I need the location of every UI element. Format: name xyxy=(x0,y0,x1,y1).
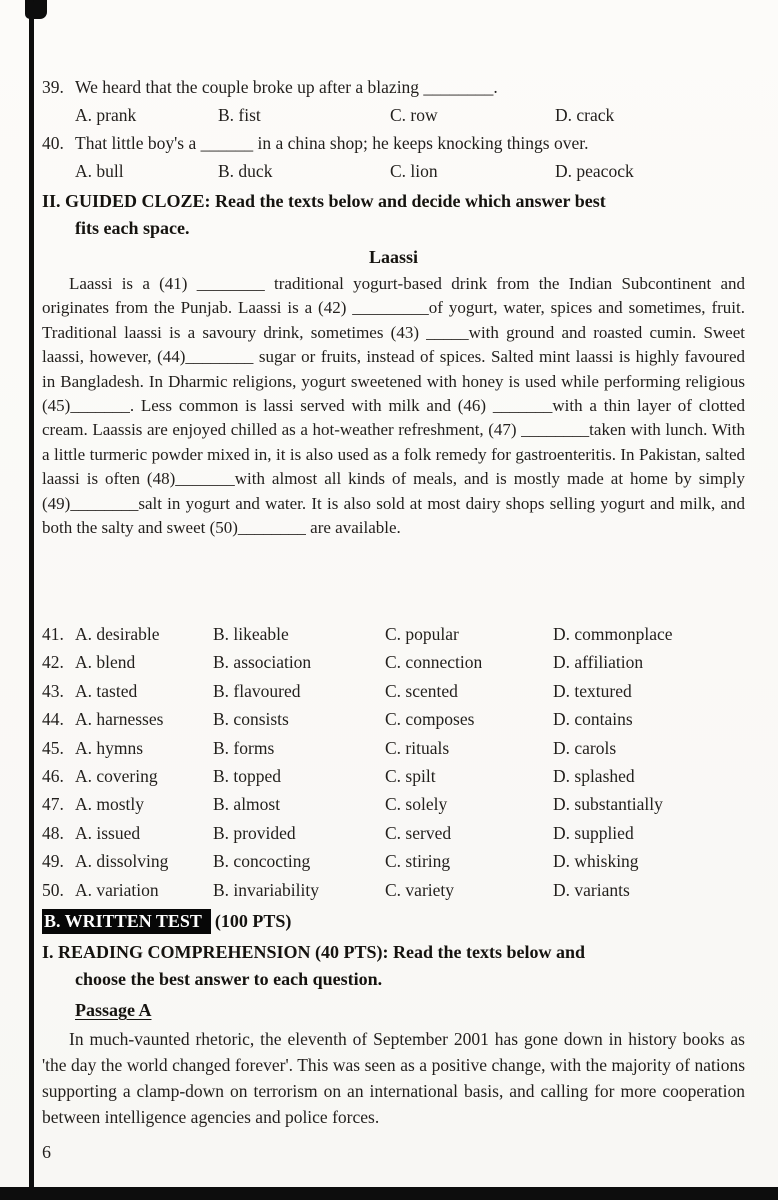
cloze-option-d: D. supplied xyxy=(553,822,634,843)
cloze-option-a: A. blend xyxy=(75,652,136,673)
cloze-option-d: D. splashed xyxy=(553,766,635,787)
question-40-option-a: A. bull xyxy=(75,161,124,181)
question-39-option-c: C. row xyxy=(390,105,438,125)
question-40-options xyxy=(42,157,745,185)
cloze-option-a: A. covering xyxy=(75,766,158,787)
question-40-text: That little boy's a ______ in a china shop; he keeps knocking things over. xyxy=(75,133,589,153)
guided-cloze-heading xyxy=(42,188,745,242)
cloze-option-b: B. association xyxy=(213,652,312,673)
reading-comprehension-heading xyxy=(42,939,745,993)
cloze-number: 48. xyxy=(42,822,64,843)
cloze-row-41 xyxy=(42,620,745,648)
cloze-option-c: C. solely xyxy=(385,794,448,815)
reading-heading-line2: choose the best answer to each question. xyxy=(75,969,383,990)
cloze-option-b: B. consists xyxy=(213,709,289,730)
cloze-option-b: B. provided xyxy=(213,822,296,843)
cloze-option-d: D. textured xyxy=(553,680,632,701)
cloze-passage-title: Laassi xyxy=(368,247,419,267)
cloze-option-d: D. commonplace xyxy=(553,624,673,644)
cloze-row-43 xyxy=(42,677,745,705)
cloze-number: 50. xyxy=(42,879,64,900)
cloze-number: 41. xyxy=(42,624,64,644)
cloze-option-c: C. variety xyxy=(385,879,455,900)
question-39-option-d: D. crack xyxy=(555,105,615,125)
cloze-row-50 xyxy=(42,876,745,904)
cloze-option-c: C. stiring xyxy=(385,851,451,872)
passage-a-text: In much-vaunted rhetoric, the eleventh of September 2001 has gone down in history books as 'the day the world changed forever'. This was seen as a positive change, with the majority of nations supporting a clamp-down on terrorism on an international basis, and calling for more cooperation between intelligence agencies and police forces. xyxy=(42,1029,745,1128)
scan-artifact-bottom-bar xyxy=(0,1187,778,1200)
cloze-number: 43. xyxy=(42,680,64,701)
question-39-option-b: B. fist xyxy=(218,105,261,125)
cloze-option-a: A. harnesses xyxy=(75,709,164,730)
question-39 xyxy=(42,73,745,101)
cloze-option-c: C. scented xyxy=(385,680,458,701)
cloze-row-47 xyxy=(42,790,745,818)
page-number: 6 xyxy=(42,1142,51,1163)
cloze-number: 42. xyxy=(42,652,64,673)
cloze-option-a: A. desirable xyxy=(75,624,160,644)
question-39-option-a: A. prank xyxy=(75,105,137,125)
cloze-option-d: D. carols xyxy=(553,737,617,758)
cloze-passage-text: Laassi is a (41) ________ traditional yogurt-based drink from the Indian Subcontinent and originates from the Punjab. Laassi is a (42) _________of yogurt, water, spices and sometimes, fruit. Traditional laassi is a savoury drink, sometimes (43) _____with ground and roasted cumin. Sweet laassi, however, (44)________ sugar or fruits, instead of spices. Salted mint laassi is highly favoured in Bangladesh. In Dharmic religions, yogurt sweetened with honey is used while performing religious (45)_______. Less common is lassi served with milk and (46) _______with a thin layer of clotted cream. Laassis are enjoyed chilled as a hot-weather refreshment, (47) ________taken with lunch. With a little turmeric powder mixed in, it is also used as a folk remedy for gastroenteritis. In Pakistan, salted laassi is often (48)_______with almost all kinds of meals, and is mostly made at home by simply (49)________salt in yogurt and water. It is also sold at most dairy shops selling yogurt and milk, and both the salty and sweet (50)________ are available. xyxy=(42,274,745,538)
cloze-number: 49. xyxy=(42,851,64,872)
question-40-option-b: B. duck xyxy=(218,161,273,181)
question-39-text: We heard that the couple broke up after a blazing ________. xyxy=(75,77,498,97)
cloze-option-b: B. concocting xyxy=(213,851,311,872)
cloze-number: 44. xyxy=(42,709,64,730)
cloze-option-c: C. popular xyxy=(385,624,459,644)
cloze-option-c: C. served xyxy=(385,822,452,843)
guided-cloze-heading-line2: fits each space. xyxy=(75,218,190,238)
cloze-option-d: D. substantially xyxy=(553,794,663,815)
cloze-options-table xyxy=(42,620,745,904)
cloze-option-b: B. forms xyxy=(213,737,275,758)
cloze-option-d: D. variants xyxy=(553,879,630,900)
cloze-option-d: D. contains xyxy=(553,709,633,730)
page-content xyxy=(42,73,745,1164)
cloze-row-42 xyxy=(42,648,745,676)
cloze-row-44 xyxy=(42,705,745,733)
cloze-option-a: A. issued xyxy=(75,822,141,843)
cloze-row-45 xyxy=(42,734,745,762)
cloze-number: 46. xyxy=(42,766,64,787)
question-39-number: 39. xyxy=(42,77,64,97)
cloze-option-a: A. variation xyxy=(75,879,159,900)
cloze-row-49 xyxy=(42,847,745,875)
written-test-label: B. WRITTEN TEST xyxy=(42,909,211,934)
cloze-number: 47. xyxy=(42,794,64,815)
cloze-option-b: B. almost xyxy=(213,794,281,815)
question-39-options xyxy=(42,101,745,129)
cloze-option-a: A. tasted xyxy=(75,680,138,701)
written-test-heading xyxy=(42,906,745,936)
guided-cloze-heading-line1: II. GUIDED CLOZE: Read the texts below and decide which answer best xyxy=(42,191,606,211)
cloze-option-c: C. spilt xyxy=(385,766,436,787)
cloze-option-b: B. flavoured xyxy=(213,680,301,701)
cloze-option-a: A. mostly xyxy=(75,794,145,815)
question-40-option-c: C. lion xyxy=(390,161,438,181)
cloze-option-d: D. whisking xyxy=(553,851,639,872)
cloze-option-c: C. connection xyxy=(385,652,483,673)
cloze-option-a: A. hymns xyxy=(75,737,144,758)
cloze-option-c: C. composes xyxy=(385,709,475,730)
cloze-row-46 xyxy=(42,762,745,790)
reading-heading-line1: I. READING COMPREHENSION (40 PTS): Read the texts below and xyxy=(42,942,586,963)
cloze-number: 45. xyxy=(42,737,64,758)
cloze-option-c: C. rituals xyxy=(385,737,450,758)
written-test-points: (100 PTS) xyxy=(214,911,292,932)
cloze-option-b: B. likeable xyxy=(213,624,289,644)
passage-a-title: Passage A xyxy=(75,1000,152,1021)
question-40 xyxy=(42,129,745,157)
question-40-option-d: D. peacock xyxy=(555,161,634,181)
cloze-option-b: B. invariability xyxy=(213,879,319,900)
cloze-option-a: A. dissolving xyxy=(75,851,169,872)
scan-artifact-left-edge xyxy=(29,0,34,1200)
cloze-option-d: D. affiliation xyxy=(553,652,644,673)
cloze-row-48 xyxy=(42,819,745,847)
cloze-option-b: B. topped xyxy=(213,766,282,787)
question-40-number: 40. xyxy=(42,133,64,153)
